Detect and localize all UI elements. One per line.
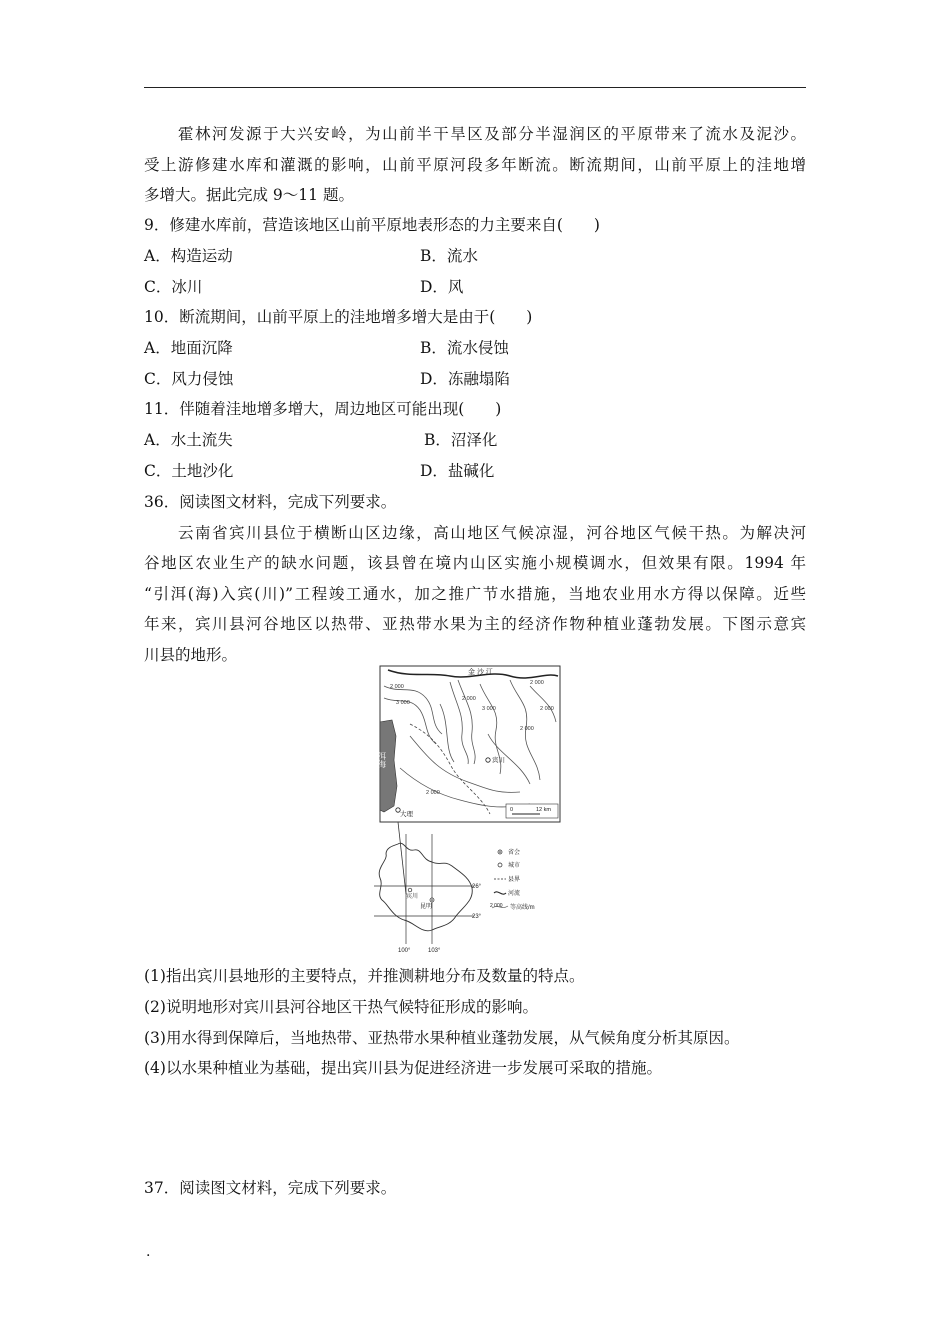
- intro-line-3: 多增大。据此完成 9～11 题。: [144, 186, 354, 204]
- yunnan-outline: [379, 843, 472, 931]
- q36-material-line-3: “引洱(海)入宾(川)”工程竣工通水，加之推广节水措施，当地农业用水方得以保障。近些: [144, 585, 806, 603]
- q36-task-3: (3)用水得到保障后，当地热带、亚热带水果种植业蓬勃发展，从气候角度分析其原因。: [144, 1029, 740, 1047]
- legend-county-border: 县界: [508, 877, 521, 883]
- question-10-option-b: B．流水侵蚀: [420, 339, 509, 357]
- q36-material-line-2: 谷地区农业生产的缺水问题，该县曾在境内山区实施小规模调水，但效果有限。1994 年: [144, 554, 806, 572]
- q36-task-1: (1)指出宾川县地形的主要特点，并推测耕地分布及数量的特点。: [144, 967, 585, 985]
- city-binchuan-label: 宾川: [492, 757, 505, 764]
- lat-label: 23°: [472, 914, 482, 920]
- contour-label: 2 000: [426, 790, 440, 796]
- footer-dot: .: [146, 1244, 151, 1260]
- question-9-stem: 9．修建水库前，营造该地区山前平原地表形态的力主要来自( ): [144, 216, 600, 234]
- question-9-option-d: D．风: [420, 278, 464, 296]
- q36-material-line-5: 川县的地形。: [144, 646, 238, 664]
- contour-label: 2 000: [520, 726, 534, 732]
- inset-connector: [398, 822, 406, 894]
- legend-capital: 省会: [508, 850, 521, 856]
- lon-label: 103°: [428, 948, 441, 954]
- header-rule: [144, 87, 806, 88]
- question-11-option-c: C．土地沙化: [144, 462, 234, 480]
- binchuan-topographic-map: [370, 664, 570, 956]
- question-10-option-c: C．风力侵蚀: [144, 370, 234, 388]
- legend-city: 城市: [508, 863, 521, 869]
- q36-material-line-1: 云南省宾川县位于横断山区边缘，高山地区气候凉湿，河谷地区气候干热。为解决河: [178, 524, 806, 542]
- legend-river: 河流: [508, 891, 521, 897]
- contour-label: 3 000: [482, 706, 496, 712]
- lat-label: 26°: [472, 884, 482, 890]
- question-10-stem: 10．断流期间，山前平原上的洼地增多增大是由于( ): [144, 308, 533, 326]
- question-11-stem: 11．伴随着洼地增多增大，周边地区可能出现( ): [144, 400, 502, 418]
- scale-distance: 12 km: [536, 807, 551, 813]
- question-11-option-a: A．水土流失: [144, 431, 233, 449]
- river-label: 金 沙 江: [468, 669, 493, 676]
- contour-label: 2 000: [530, 680, 544, 686]
- question-37-stem: 37．阅读图文材料，完成下列要求。: [144, 1179, 397, 1197]
- intro-line-1: 霍林河发源于大兴安岭，为山前半干旱区及部分半湿润区的平原带来了流水及泥沙。: [178, 125, 806, 143]
- city-binchuan-marker: [486, 758, 490, 762]
- city-dali-label: 大理: [400, 811, 413, 818]
- inset-binchuan-label: 宾川: [406, 894, 419, 900]
- legend-contour-value: 2 000: [490, 903, 503, 909]
- map-legend: [490, 848, 535, 911]
- inset-kunming-label: 昆明: [420, 904, 433, 910]
- inset-kunming-dot: [431, 899, 433, 901]
- question-9-option-b: B．流水: [420, 247, 478, 265]
- question-36-stem: 36．阅读图文材料，完成下列要求。: [144, 493, 397, 511]
- q36-task-2: (2)说明地形对宾川县河谷地区干热气候特征形成的影响。: [144, 998, 538, 1016]
- inset-binchuan-marker: [408, 888, 412, 892]
- question-11-option-b: B．沼泽化: [424, 431, 498, 449]
- question-11-option-d: D．盐碱化: [420, 462, 495, 480]
- lake-label: 洱海: [377, 752, 387, 768]
- contour-label: 2 000: [462, 696, 476, 702]
- lon-label: 100°: [398, 948, 411, 954]
- contour-label: 2 000: [390, 684, 404, 690]
- contour-label: 2 000: [540, 706, 554, 712]
- q36-task-4: (4)以水果种植业为基础，提出宾川县为促进经济进一步发展可采取的措施。: [144, 1059, 662, 1077]
- question-9-option-c: C．冰川: [144, 278, 203, 296]
- scale-zero: 0: [510, 807, 514, 813]
- legend-contour: 等高线/m: [510, 905, 535, 911]
- contour-label: 3 000: [396, 700, 410, 706]
- intro-line-2: 受上游修建水库和灌溉的影响，山前平原河段多年断流。断流期间，山前平原上的洼地增: [144, 156, 806, 174]
- question-9-option-a: A．构造运动: [144, 247, 233, 265]
- q36-material-line-4: 年来，宾川县河谷地区以热带、亚热带水果为主的经济作物种植业蓬勃发展。下图示意宾: [144, 615, 806, 633]
- question-10-option-a: A．地面沉降: [144, 339, 233, 357]
- question-10-option-d: D．冻融塌陷: [420, 370, 510, 388]
